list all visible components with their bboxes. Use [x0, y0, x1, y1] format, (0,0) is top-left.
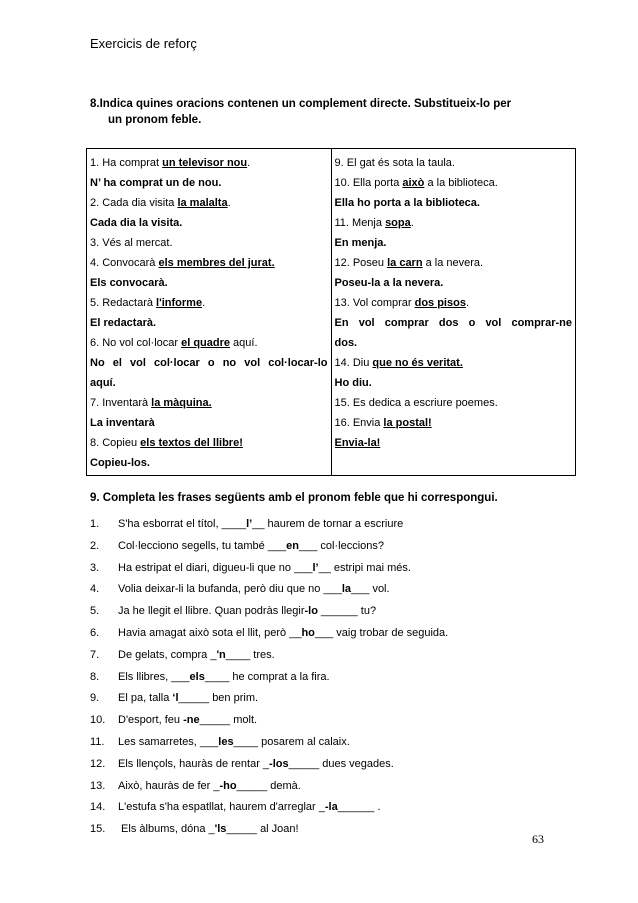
pronoun-answer: -los: [269, 757, 289, 770]
sentence-suffix: a la nevera.: [422, 257, 484, 269]
pronoun-answer: -lo: [304, 605, 318, 618]
sentence-end: ____ tres.: [225, 648, 275, 661]
exercise-item: [90, 514, 570, 536]
sentence-start: Ja he llegit el llibre. Quan podràs llegir: [118, 605, 305, 618]
exercise-8-table: [86, 148, 576, 476]
exercise-item: [90, 645, 570, 667]
answer-text: No el vol col·locar o no vol col·locar-lo: [90, 357, 328, 369]
page-number: 63: [532, 832, 544, 846]
answer-line: [90, 353, 328, 373]
sentence-line: [90, 193, 328, 213]
exercise-9-instruction: 9. Completa les frases següents amb el pronom feble que hi correspongui.: [90, 492, 498, 504]
answer-text: Cada dia la visita.: [90, 217, 183, 229]
sentence-text: 16. Envia: [334, 417, 384, 429]
sentence-suffix: .: [202, 297, 206, 309]
exercise-item: [90, 601, 570, 623]
direct-object-highlight: la màquina.: [151, 397, 212, 409]
sentence-line: [335, 213, 573, 233]
exercise-item: [90, 536, 570, 558]
sentence-start: Les samarretes, ___: [118, 735, 219, 748]
answer-text: aquí.: [90, 377, 116, 389]
item-number: 6.: [90, 626, 100, 639]
item-number: 4.: [90, 583, 100, 596]
sentence-end: _____ molt.: [199, 714, 258, 727]
sentence-start: El pa, talla: [118, 692, 173, 705]
exercise-item: [90, 732, 570, 754]
sentence-end: __ estripi mai més.: [318, 561, 411, 574]
sentence-start: S'ha esborrat el títol, ____: [118, 518, 247, 530]
item-number: 5.: [90, 605, 100, 618]
exercise-8-line2: un pronom feble.: [108, 114, 202, 126]
sentence-start: De gelats, compra _: [118, 648, 217, 661]
page-header: Exercicis de reforç: [90, 36, 197, 51]
direct-object-highlight: els membres del jurat.: [158, 257, 275, 269]
item-number: 8.: [90, 670, 100, 683]
sentence-line: [335, 253, 573, 273]
answer-line: [90, 273, 328, 293]
answer-text: Ho diu.: [334, 377, 372, 389]
answer-line: [90, 373, 328, 393]
item-number: 15.: [90, 823, 106, 836]
exercise-item: [90, 776, 570, 798]
answer-text: En vol comprar dos o vol comprar-ne: [334, 317, 572, 329]
item-number: 11.: [90, 735, 105, 748]
sentence-end: _____ ben prim.: [178, 692, 259, 705]
sentence-end: _____ demà.: [236, 779, 301, 792]
answer-text: Ella ho porta a la biblioteca.: [334, 197, 480, 209]
sentence-line: [335, 353, 573, 373]
answer-text: dos.: [334, 337, 358, 349]
answer-line: [90, 453, 328, 473]
exercise-8-instruction: [90, 96, 578, 128]
pronoun-answer: ‘l: [172, 692, 179, 705]
sentence-line: [335, 293, 573, 313]
direct-object-highlight: això: [402, 177, 425, 189]
item-number: 13.: [90, 779, 106, 792]
direct-object-highlight: Envia-la!: [334, 437, 381, 449]
direct-object-highlight: dos pisos: [414, 297, 466, 309]
item-number: 7.: [90, 648, 100, 661]
pronoun-answer: -ho: [219, 779, 237, 792]
sentence-start: Volia deixar-li la bufanda, però diu que no ___: [118, 583, 342, 596]
answer-text: La inventarà: [90, 417, 155, 429]
pronoun-answer: 'n: [216, 648, 226, 661]
item-number: 3.: [90, 561, 100, 574]
answer-text: Poseu-la a la nevera: [334, 277, 441, 289]
sentence-end: ____ posarem al calaix.: [233, 735, 350, 748]
sentence-line: [90, 253, 328, 273]
answer-text: Els convocarà.: [90, 277, 168, 289]
sentence-text: 11. Menja: [334, 217, 386, 229]
item-number: 10.: [90, 714, 106, 727]
exercise-item: [90, 754, 570, 776]
exercise-item: [90, 579, 570, 601]
sentence-line: [335, 153, 573, 173]
sentence-text: 4. Convocarà: [90, 257, 159, 269]
sentence-text: 2. Cada dia visita: [90, 197, 178, 209]
sentence-line: [90, 233, 328, 253]
sentence-suffix: a la biblioteca.: [424, 177, 498, 189]
answer-text: N’ ha comprat un de nou.: [90, 177, 222, 189]
sentence-text: 7. Inventarà: [90, 397, 152, 409]
item-number: 14.: [90, 801, 106, 814]
sentence-text: 1. Ha comprat: [90, 157, 163, 169]
pronoun-answer: ho: [301, 626, 315, 639]
direct-object-highlight: la carn: [387, 257, 423, 269]
answer-line: [335, 313, 573, 333]
sentence-line: [90, 333, 328, 353]
pronoun-answer: -ne: [183, 714, 200, 727]
sentence-end: _____ al Joan!: [226, 823, 299, 836]
pronoun-answer: 'ls: [214, 823, 227, 836]
pronoun-answer: les: [218, 735, 234, 748]
exercise-item: [90, 558, 570, 580]
answer-line: [90, 213, 328, 233]
sentence-text: 14. Diu: [334, 357, 373, 369]
left-column: [87, 149, 332, 476]
sentence-start: Ha estripat el diari, digueu-li que no ___: [118, 561, 313, 574]
sentence-suffix: .: [440, 277, 444, 289]
sentence-line: [335, 433, 573, 453]
sentence-text: 6. No vol col·locar: [90, 337, 182, 349]
direct-object-highlight: sopa: [385, 217, 411, 229]
sentence-end: __ haurem de tornar a escriure: [252, 518, 404, 530]
sentence-start: Col·lecciono segells, tu també ___: [118, 539, 287, 552]
sentence-start: Els llençols, hauràs de rentar _: [118, 757, 270, 770]
sentence-line: [90, 433, 328, 453]
answer-line: [335, 273, 573, 293]
item-number: 9.: [90, 692, 100, 705]
direct-object-highlight: la postal!: [383, 417, 432, 429]
pronoun-answer: -la: [324, 801, 338, 814]
exercise-9-list: [90, 514, 570, 841]
answer-text: Copieu-los.: [90, 457, 150, 469]
exercise-item: [90, 710, 570, 732]
sentence-text: 15. Es dedica a escriure poemes.: [334, 397, 498, 409]
right-column: [331, 149, 576, 476]
exercise-item: [90, 797, 570, 819]
sentence-start: Havia amagat això sota el llit, però __: [118, 626, 302, 639]
direct-object-highlight: l'informe: [156, 297, 203, 309]
sentence-end: ___ col·leccions?: [299, 539, 384, 552]
exercise-8-line1: 8.Indica quines oracions contenen un complement directe. Substitueix-lo per: [90, 98, 512, 110]
sentence-end: ______ .: [337, 801, 381, 814]
sentence-text: 10. Ella porta: [334, 177, 403, 189]
sentence-end: ____ he comprat a la fira.: [204, 670, 330, 683]
item-number: 1.: [90, 518, 100, 530]
exercise-item: [90, 667, 570, 689]
answer-line: [335, 373, 573, 393]
sentence-line: [90, 293, 328, 313]
sentence-text: 13. Vol comprar: [334, 297, 415, 309]
sentence-start: Això, hauràs de fer _: [118, 779, 220, 792]
sentence-start: D'esport, feu: [118, 714, 184, 727]
exercise-item: [90, 819, 570, 841]
sentence-suffix: .: [247, 157, 251, 169]
sentence-text: 12. Poseu: [334, 257, 388, 269]
answer-line: [335, 333, 573, 353]
sentence-suffix: aquí.: [230, 337, 258, 349]
sentence-text: 5. Redactarà: [90, 297, 157, 309]
pronoun-answer: els: [189, 670, 205, 683]
sentence-text: 3. Vés al mercat.: [90, 237, 173, 249]
sentence-text: 9. El gat és sota la taula.: [334, 157, 455, 169]
exercise-item: [90, 623, 570, 645]
sentence-start: Els llibres, ___: [118, 670, 190, 683]
exercise-item: [90, 688, 570, 710]
sentence-suffix: .: [410, 217, 414, 229]
sentence-line: [335, 393, 573, 413]
direct-object-highlight: que no és veritat.: [372, 357, 463, 369]
item-number: 12.: [90, 757, 106, 770]
answer-text: En menja.: [334, 237, 387, 249]
pronoun-answer: en: [286, 539, 299, 552]
sentence-start: Els àlbums, dóna _: [118, 823, 215, 836]
answer-line: [90, 173, 328, 193]
sentence-line: [335, 413, 573, 433]
sentence-start: L'estufa s'ha espatllat, haurem d'arreglar _: [118, 801, 325, 814]
sentence-suffix: .: [227, 197, 231, 209]
sentence-end: ___ vol.: [351, 583, 390, 596]
sentence-end: _____ dues vegades.: [288, 757, 394, 770]
sentence-suffix: .: [465, 297, 469, 309]
pronoun-answer: l’: [312, 561, 319, 574]
sentence-text: 8. Copieu: [90, 437, 141, 449]
answer-line: [335, 193, 573, 213]
direct-object-highlight: un televisor nou: [162, 157, 248, 169]
direct-object-highlight: la malalta: [177, 197, 228, 209]
direct-object-highlight: el quadre: [181, 337, 230, 349]
sentence-end: ______ tu?: [317, 605, 377, 618]
item-number: 2.: [90, 539, 100, 552]
sentence-line: [90, 153, 328, 173]
pronoun-answer: la: [341, 583, 352, 596]
answer-line: [335, 233, 573, 253]
sentence-line: [90, 393, 328, 413]
answer-text: El redactarà.: [90, 317, 157, 329]
answer-line: [90, 313, 328, 333]
sentence-line: [335, 173, 573, 193]
answer-line: [90, 413, 328, 433]
direct-object-highlight: els textos del llibre!: [140, 437, 243, 449]
pronoun-answer: l’: [246, 518, 253, 530]
sentence-end: ___ vaig trobar de seguida.: [314, 626, 449, 639]
